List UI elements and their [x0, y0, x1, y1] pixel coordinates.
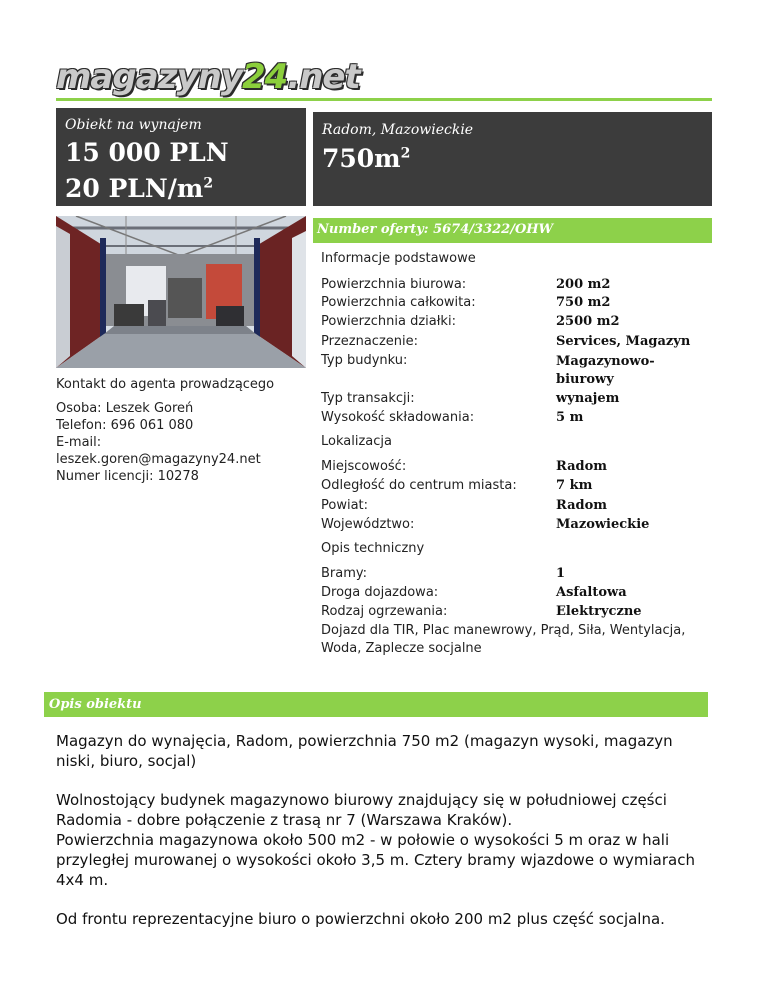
technical-row-value: 1	[556, 566, 566, 581]
technical-features: Dojazd dla TIR, Plac manewrowy, Prąd, Siła, Wentylacja, Woda, Zaplecze socjalne	[321, 623, 686, 656]
offer-number-bar	[313, 218, 712, 243]
description-heading: Opis obiektu	[49, 697, 142, 712]
technical-heading: Opis techniczny	[321, 541, 425, 556]
logo-number: 24	[241, 57, 288, 97]
description-paragraph: Wolnostojący budynek magazynowo biurowy znajdujący się w południowej części Radomia - dobre połączenie z trasą nr 7 (Warszawa Kraków).	[56, 791, 667, 829]
location-row-label: Miejscowość:	[321, 459, 407, 474]
area: $750m^2$	[322, 144, 411, 173]
description-paragraph: Powierzchnia magazynowa około 500 m2 - w połowie o wysokości 5 m oraz w hali przyległej murowanej o wysokości około 3,5 m. Cztery bramy wjazdowe o wymiarach 4x4 m.	[56, 831, 695, 889]
description-bar	[44, 692, 708, 717]
technical-row-label: Droga dojazdowa:	[321, 585, 439, 600]
agent-license: Numer licencji: 10278	[56, 469, 199, 484]
basic-row-value: 5 m	[556, 410, 584, 425]
warehouse-photo[interactable]	[56, 216, 306, 368]
logo-domain: .net	[287, 57, 360, 97]
location-row-value: Radom	[556, 459, 608, 474]
location-row-label: Województwo:	[321, 517, 415, 532]
agent-phone[interactable]: Telefon: 696 061 080	[56, 418, 194, 433]
area-box	[313, 112, 712, 206]
basic-row-value: Magazynowo-biurowy	[556, 354, 655, 387]
location-row-value: 7 km	[556, 478, 593, 493]
basic-row-label: Przeznaczenie:	[321, 334, 419, 349]
agent-email[interactable]: leszek.goren@magazyny24.net	[56, 452, 261, 467]
price-box	[56, 108, 306, 206]
site-logo[interactable]	[56, 56, 360, 98]
basic-row-label: Powierzchnia całkowita:	[321, 295, 476, 310]
header-divider	[56, 98, 712, 101]
agent-email-label: E-mail:	[56, 435, 102, 450]
basic-row-label: Powierzchnia działki:	[321, 314, 456, 329]
basic-row-label: Wysokość składowania:	[321, 410, 475, 425]
basic-row-label: Typ budynku:	[321, 353, 408, 368]
location-heading: Lokalizacja	[321, 434, 392, 449]
location-row-label: Powiat:	[321, 498, 369, 513]
agent-person: Osoba: Leszek Goreń	[56, 401, 194, 416]
description-paragraph: Magazyn do wynajęcia, Radom, powierzchnia 750 m2 (magazyn wysoki, magazyn niski, biuro, socjal)	[56, 732, 673, 770]
price: 15 000 PLN	[65, 138, 229, 167]
location-row-label: Odległość do centrum miasta:	[321, 478, 517, 493]
offer-type: Obiekt na wynajem	[65, 117, 202, 133]
basic-row-value: 2500 m2	[556, 314, 620, 329]
technical-row-label: Rodzaj ogrzewania:	[321, 604, 448, 619]
basic-row-value: 750 m2	[556, 295, 611, 310]
technical-row-value: Asfaltowa	[556, 585, 627, 600]
technical-row-value: Elektryczne	[556, 604, 642, 619]
basic-row-value: wynajem	[556, 391, 620, 406]
offer-number: Number oferty: 5674/3322/OHW	[317, 222, 554, 237]
price-per-m2: 20 PLN/$m^2$	[65, 174, 214, 203]
warehouse-photo-image	[56, 216, 306, 368]
location-row-value: Radom	[556, 498, 608, 513]
location-row-value: Mazowieckie	[556, 517, 650, 532]
basic-row-value: Services, Magazyn	[556, 334, 691, 349]
description-paragraph: Od frontu reprezentacyjne biuro o powierzchni około 200 m2 plus część socjalna.	[56, 910, 665, 928]
basic-row-value: 200 m2	[556, 277, 611, 292]
location-text: Radom, Mazowieckie	[322, 122, 474, 138]
technical-row-label: Bramy:	[321, 566, 368, 581]
basic-row-label: Powierzchnia biurowa:	[321, 277, 467, 292]
basic-row-label: Typ transakcji:	[321, 391, 415, 406]
basic-info-heading: Informacje podstawowe	[321, 251, 476, 266]
logo-word: magazyny	[56, 57, 242, 97]
agent-heading: Kontakt do agenta prowadzącego	[56, 377, 275, 392]
